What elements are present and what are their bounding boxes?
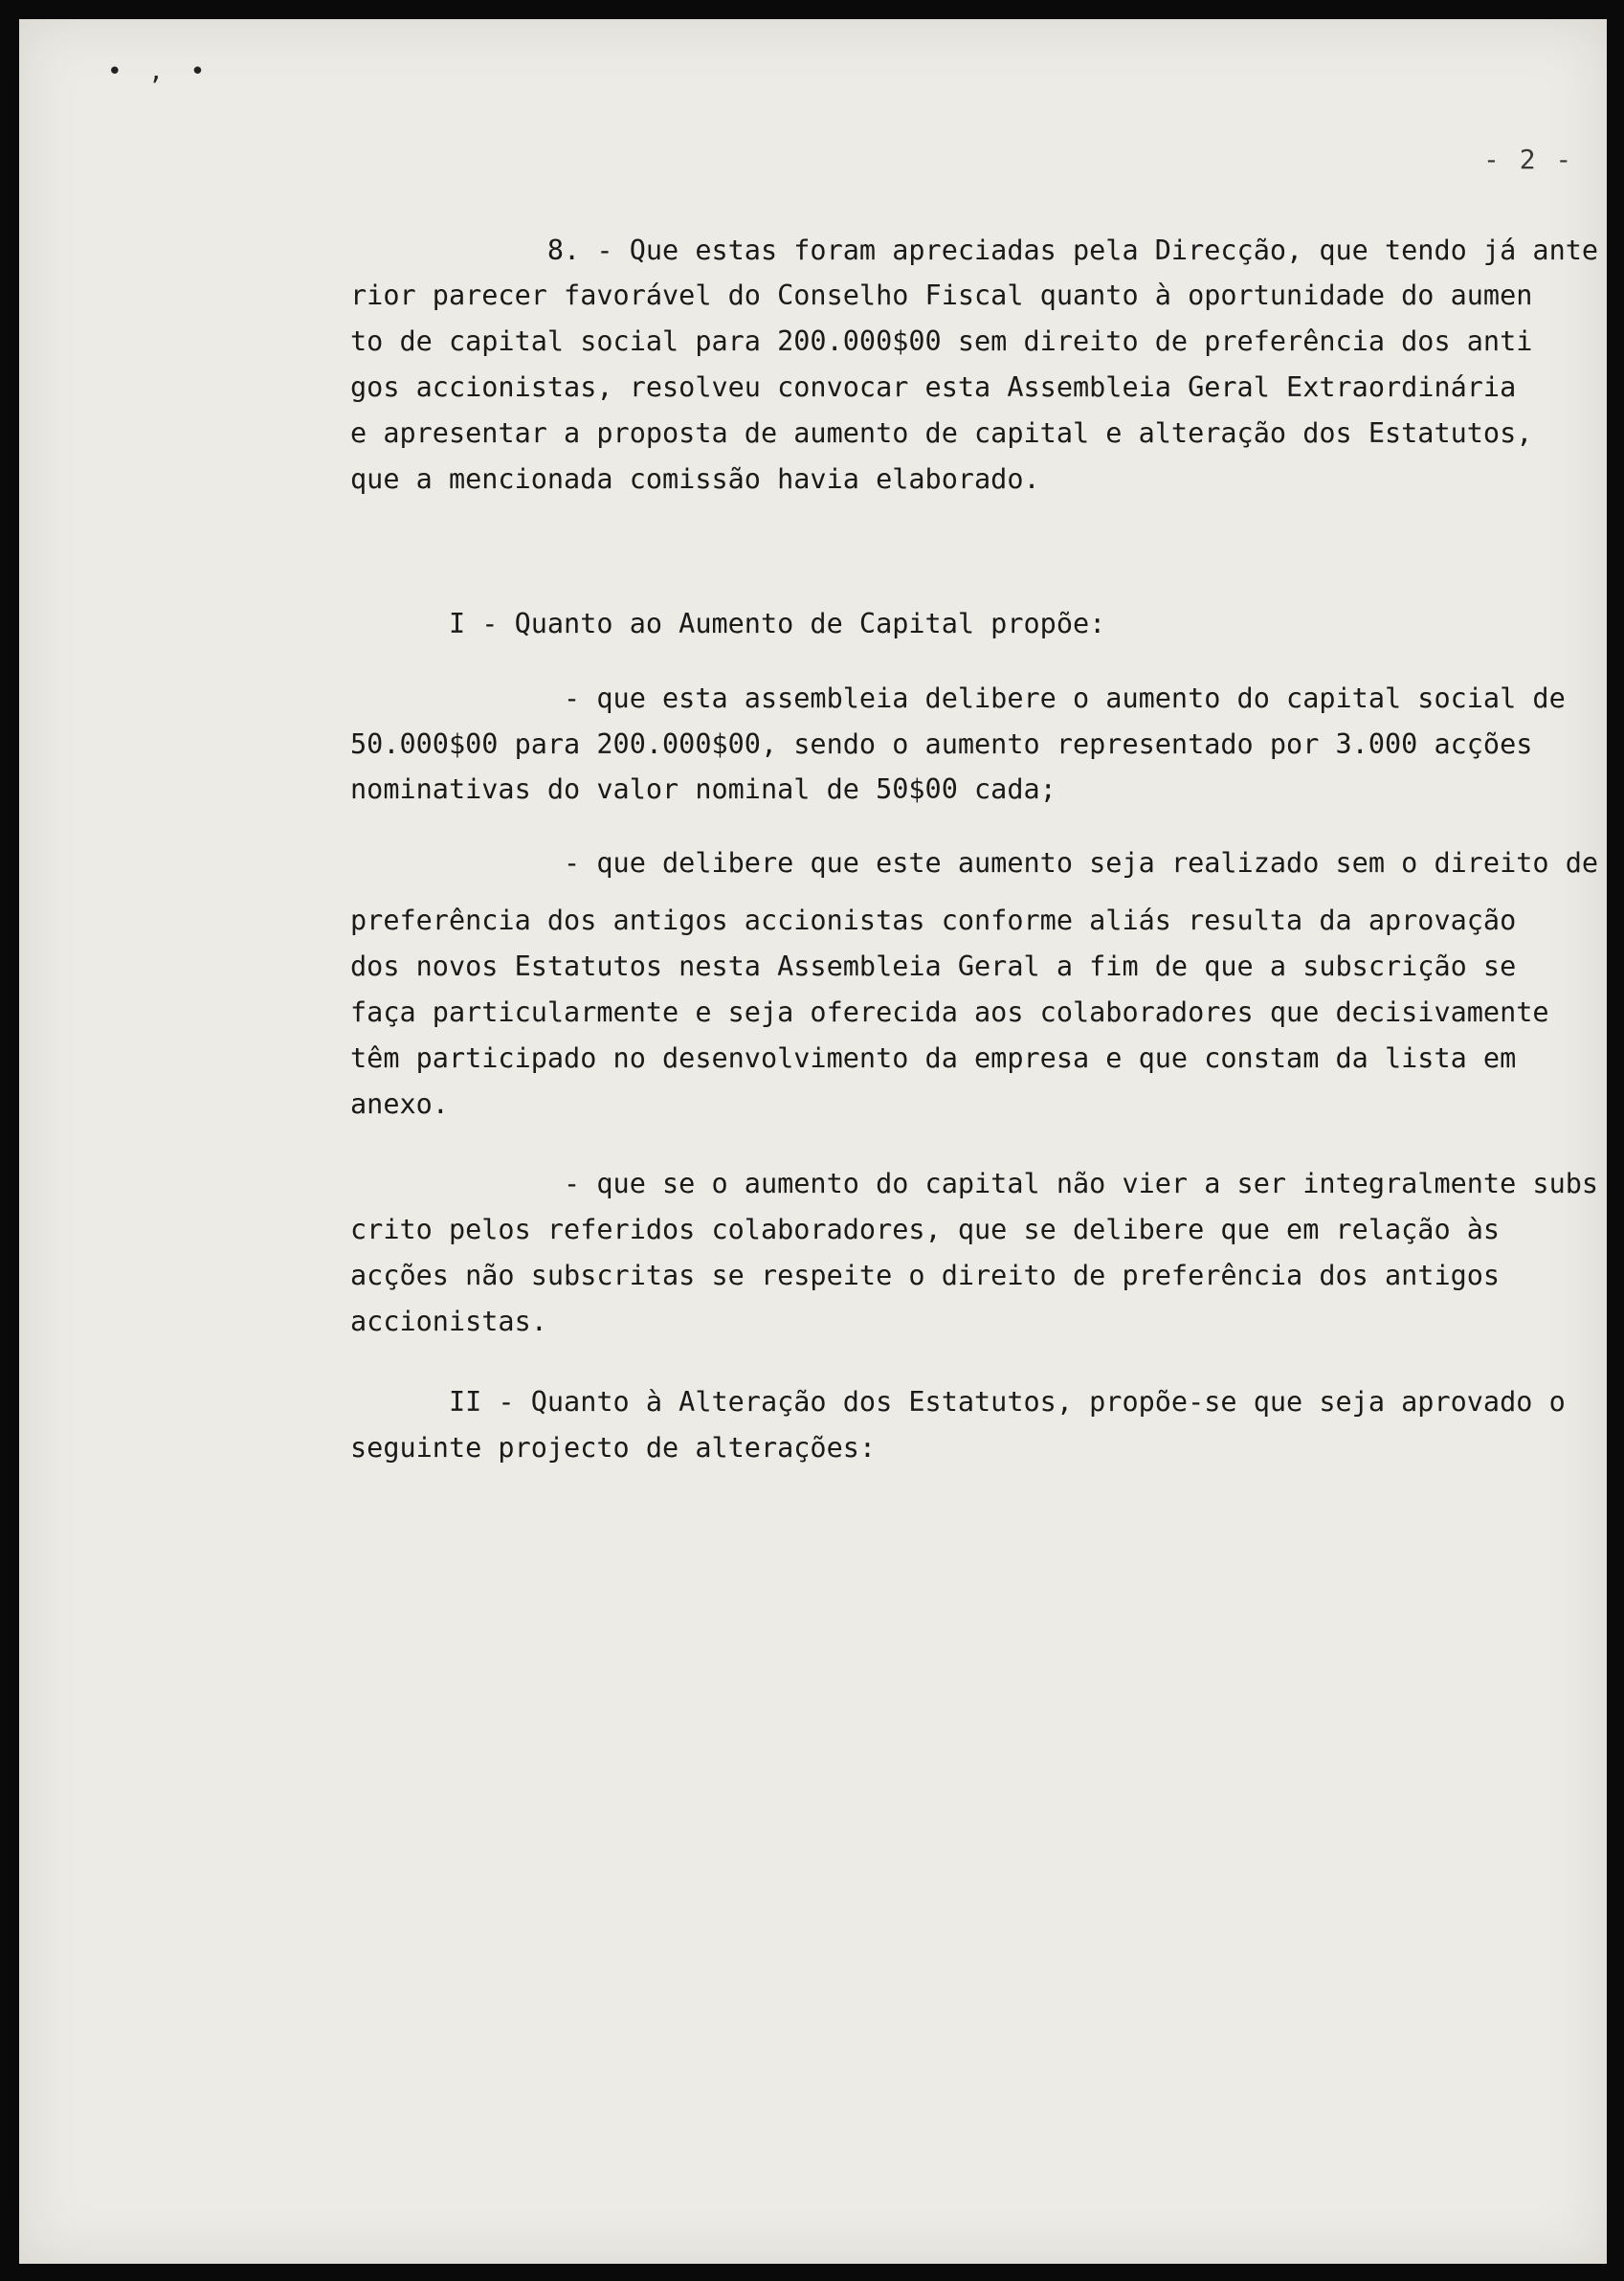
text-line: - que se o aumento do capital não vier a ser integralmente subs bbox=[350, 1168, 1599, 1199]
text-line: que a mencionada comissão havia elaborado. bbox=[350, 463, 1040, 495]
text-line: rior parecer favorável do Conselho Fiscal quanto à oportunidade do aumen bbox=[350, 280, 1533, 311]
section-heading: I - Quanto ao Aumento de Capital propõe: bbox=[350, 608, 1106, 639]
text-line: - que delibere que este aumento seja realizado sem o direito de bbox=[350, 847, 1599, 879]
text-line: to de capital social para 200.000$00 sem direito de preferência dos anti bbox=[350, 325, 1533, 357]
page-number: - 2 - bbox=[1483, 144, 1574, 175]
text-line: gos accionistas, resolveu convocar esta Assembleia Geral Extraordinária bbox=[350, 371, 1517, 403]
text-line: accionistas. bbox=[350, 1306, 547, 1337]
text-line: 8. - Que estas foram apreciadas pela Direcção, que tendo já ante bbox=[350, 235, 1599, 266]
text-line: seguinte projecto de alterações: bbox=[350, 1432, 877, 1464]
text-line: preferência dos antigos accionistas conforme aliás resulta da aprovação bbox=[350, 905, 1517, 936]
text-line: 50.000$00 para 200.000$00, sendo o aumento representado por 3.000 acções bbox=[350, 728, 1533, 760]
text-line: nominativas do valor nominal de 50$00 cada; bbox=[350, 773, 1057, 805]
paper-sheet bbox=[19, 19, 1607, 2264]
text-line: faça particularmente e seja oferecida aos colaboradores que decisivamente bbox=[350, 996, 1549, 1028]
text-line: têm participado no desenvolvimento da empresa e que constam da lista em bbox=[350, 1042, 1517, 1074]
corner-specks: • ‚ • bbox=[107, 57, 211, 86]
text-line: anexo. bbox=[350, 1088, 449, 1120]
text-line: e apresentar a proposta de aumento de capital e alteração dos Estatutos, bbox=[350, 417, 1533, 449]
text-line: crito pelos referidos colaboradores, que se delibere que em relação às bbox=[350, 1214, 1501, 1245]
section-heading: II - Quanto à Alteração dos Estatutos, propõe-se que seja aprovado o bbox=[350, 1386, 1566, 1418]
text-line: dos novos Estatutos nesta Assembleia Geral a fim de que a subscrição se bbox=[350, 950, 1517, 982]
text-line: acções não subscritas se respeite o direito de preferência dos antigos bbox=[350, 1260, 1501, 1291]
text-line: - que esta assembleia delibere o aumento do capital social de bbox=[350, 682, 1566, 714]
